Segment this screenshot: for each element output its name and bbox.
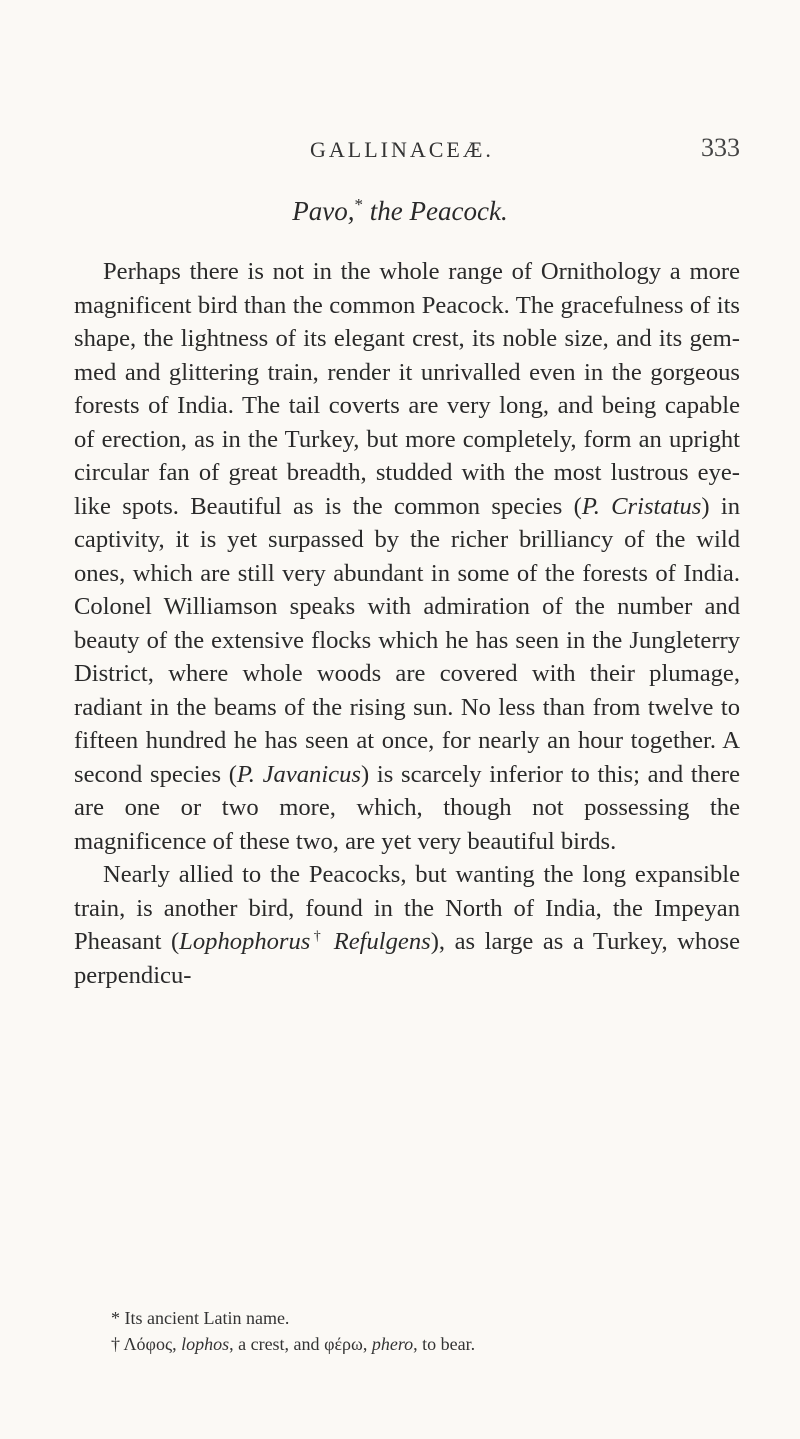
section-title-rest: the Peacock. bbox=[369, 196, 508, 226]
page-number: 333 bbox=[701, 133, 740, 162]
footnote-1-mark: * bbox=[111, 1308, 120, 1328]
footnote-2-comma: , bbox=[362, 1334, 372, 1354]
species-name-cristatus: P. Cristatus bbox=[581, 492, 702, 520]
footnote-2-text-mid: , a crest, and bbox=[229, 1334, 325, 1354]
section-title-footnote-mark: * bbox=[354, 195, 364, 214]
footnote-1 bbox=[74, 1305, 740, 1331]
paragraph-2-text-b: ), as large as a Turkey, whose perpendicu- bbox=[74, 928, 741, 989]
paragraph-1-text-a: Perhaps there is not in the whole range of Ornithology a more magnificent bird than the common Peacock. The gracefulness of its shape, the lightness of its elegant crest, its noble size, and its gemmed and glittering train, render it unrivalled even in the gorgeous forests of India. The tail coverts are very long, and being capable of erection, as in the Turkey, but more completely, form an upright circular fan of great breadth, studded with the most lustrous eye-like spots. Beautiful as is the common species ( bbox=[74, 258, 740, 520]
section-title bbox=[0, 195, 800, 227]
footnote-2-greek-phero: φέρω bbox=[324, 1334, 363, 1354]
footnote-2 bbox=[74, 1331, 740, 1357]
footnote-mark-dagger: † bbox=[310, 928, 325, 944]
section-title-genus: Pavo, bbox=[292, 196, 355, 226]
running-title: GALLINACEÆ. bbox=[310, 137, 494, 162]
footnotes bbox=[74, 1305, 740, 1357]
running-head bbox=[0, 133, 800, 167]
genus-name-lophophorus: Lophophorus bbox=[179, 928, 311, 955]
footnote-1-text: Its ancient Latin name. bbox=[120, 1308, 290, 1328]
footnote-2-greek-lophos: Λόφος, bbox=[120, 1334, 182, 1354]
body-text bbox=[74, 255, 740, 992]
species-name-javanicus: P. Javanicus bbox=[236, 760, 361, 788]
footnote-2-translit-phero: phero bbox=[371, 1334, 414, 1354]
paragraph-2-text-a: Nearly allied to the Peacocks, but wanting the long expansible train, is another bird, found in the North of India, the Impeyan Pheasant ( bbox=[74, 861, 740, 955]
species-name-refulgens: Refulgens bbox=[324, 928, 431, 955]
footnote-2-mark: † bbox=[111, 1334, 120, 1354]
footnote-2-text-end: , to bear. bbox=[413, 1334, 476, 1354]
paragraph-impeyan-pheasant bbox=[74, 858, 740, 992]
paragraph-1-text-c: ) is scarcely inferior to this; and there are one or two more, which, though not possessing the magnificence of these two, are yet very beautiful birds. bbox=[74, 760, 740, 855]
paragraph-peacock bbox=[74, 255, 740, 858]
footnote-2-translit-lophos: lophos bbox=[181, 1334, 230, 1354]
paragraph-1-text-b: ) in captivity, it is yet surpassed by the richer brilliancy of the wild ones, which are still very abundant in some of the forests of India. Colonel Williamson speaks with admiration of the number and beauty of the extensive flocks which he has seen in the Jungleterry District, where whole woods are covered with their plumage, radiant in the beams of the rising sun. No less than from twelve to fifteen hundred he has seen at once, for nearly an hour together. A second species ( bbox=[74, 492, 741, 788]
